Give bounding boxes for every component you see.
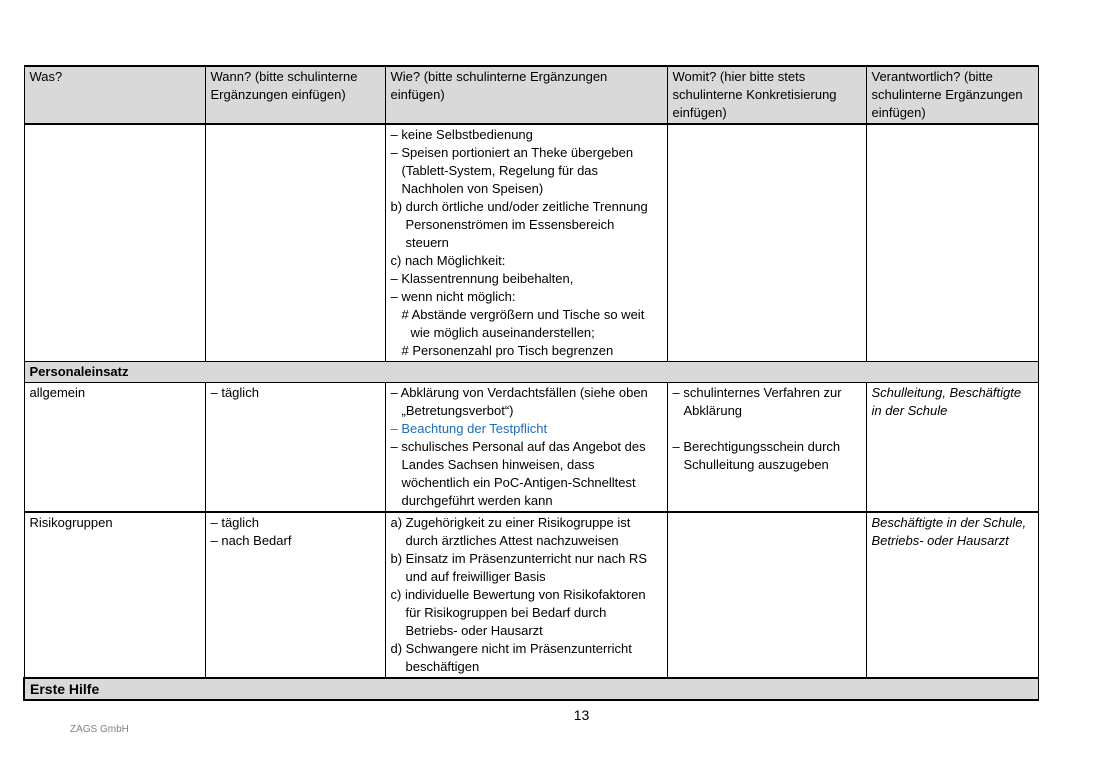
list-item: c) nach Möglichkeit:: [390, 253, 506, 268]
cell-was: allgemein: [24, 383, 205, 513]
spacer: [673, 420, 862, 438]
list-item: beschäftigen: [405, 659, 480, 674]
list-item: – nach Bedarf: [210, 533, 292, 548]
section-row-erste-hilfe: [24, 678, 1038, 700]
footer-company: ZAGS GmbH: [70, 724, 129, 735]
header-was: Was?: [24, 66, 205, 124]
list-item: wöchentlich ein PoC-Antigen-Schnelltest: [401, 475, 636, 490]
cell-wie: [385, 512, 667, 678]
list-item: „Betretungsverbot“): [401, 403, 514, 418]
table-row: [24, 512, 1038, 678]
table-row: [24, 383, 1038, 513]
cell-wie: [385, 383, 667, 513]
list-item: b) Einsatz im Präsenzunterricht nur nach RS: [390, 551, 647, 566]
section-row-personaleinsatz: [24, 362, 1038, 383]
cell-wann: [205, 124, 385, 362]
list-item: – täglich: [210, 515, 259, 530]
list-item: c) individuelle Bewertung von Risikofaktoren: [390, 587, 646, 602]
list-item: – schulinternes Verfahren zur: [672, 385, 842, 400]
header-verantwortlich: Verantwortlich? (bitte schulinterne Ergänzungen einfügen): [866, 66, 1038, 124]
list-item: durchgeführt werden kann: [401, 493, 553, 508]
list-item: Nachholen von Speisen): [401, 181, 544, 196]
list-item: Abklärung: [683, 403, 743, 418]
list-item: a) Zugehörigkeit zu einer Risikogruppe ist: [390, 515, 631, 530]
list-item: (Tablett-System, Regelung für das: [401, 163, 599, 178]
list-item: Landes Sachsen hinweisen, dass: [401, 457, 595, 472]
header-wie: Wie? (bitte schulinterne Ergänzungen einfügen): [385, 66, 667, 124]
list-item: # Abstände vergrößern und Tische so weit: [401, 307, 645, 322]
table-row: [24, 124, 1038, 362]
list-item: für Risikogruppen bei Bedarf durch: [405, 605, 607, 620]
cell-verantwortlich: [866, 124, 1038, 362]
cell-wie: [385, 124, 667, 362]
cell-was: Risikogruppen: [24, 512, 205, 678]
cell-wann: [205, 383, 385, 513]
list-item: steuern: [405, 235, 449, 250]
header-wann: Wann? (bitte schulinterne Ergänzungen einfügen): [205, 66, 385, 124]
page-number: 13: [573, 707, 590, 723]
list-item: – wenn nicht möglich:: [390, 289, 516, 304]
list-item: und auf freiwilliger Basis: [405, 569, 546, 584]
cell-womit: [667, 512, 866, 678]
list-item: b) durch örtliche und/oder zeitliche Trennung: [390, 199, 648, 214]
section-title: Personaleinsatz: [24, 362, 1038, 383]
list-item: – Abklärung von Verdachtsfällen (siehe oben: [390, 385, 648, 400]
list-item: – Speisen portioniert an Theke übergeben: [390, 145, 634, 160]
cell-verantwortlich: Schulleitung, Beschäftigte in der Schule: [866, 383, 1038, 513]
list-item: Betriebs- oder Hausarzt: [405, 623, 543, 638]
section-title: Erste Hilfe: [24, 678, 1038, 700]
cell-womit: [667, 124, 866, 362]
list-item: durch ärztliches Attest nachzuweisen: [405, 533, 619, 548]
list-item: Personenströmen im Essensbereich: [405, 217, 615, 232]
list-item: # Personenzahl pro Tisch begrenzen: [401, 343, 614, 358]
list-item: – Berechtigungsschein durch: [672, 439, 841, 454]
testpflicht-link[interactable]: – Beachtung der Testpflicht: [390, 421, 548, 436]
list-item: wie möglich auseinanderstellen;: [410, 325, 595, 340]
list-item: Schulleitung auszugeben: [683, 457, 829, 472]
cell-was: [24, 124, 205, 362]
header-womit: Womit? (hier bitte stets schulinterne Konkretisierung einfügen): [667, 66, 866, 124]
cell-womit: [667, 383, 866, 513]
table-header-row: [24, 66, 1038, 124]
measures-table: [23, 65, 1039, 701]
list-item: – keine Selbstbedienung: [390, 127, 533, 142]
list-item: – täglich: [210, 385, 259, 400]
cell-wann: [205, 512, 385, 678]
list-item: d) Schwangere nicht im Präsenzunterricht: [390, 641, 632, 656]
cell-verantwortlich: Beschäftigte in der Schule, Betriebs- oder Hausarzt: [866, 512, 1038, 678]
list-item: – schulisches Personal auf das Angebot des: [390, 439, 646, 454]
list-item: – Klassentrennung beibehalten,: [390, 271, 574, 286]
